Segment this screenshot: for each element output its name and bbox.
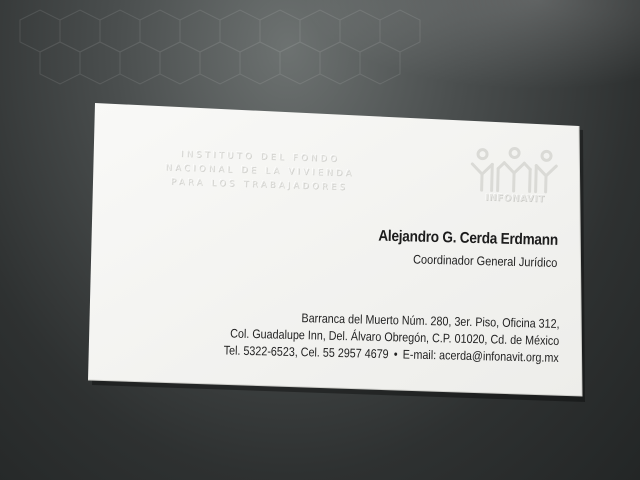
person-block xyxy=(353,227,558,270)
embossed-organization-name xyxy=(144,146,375,195)
org-line: INSTITUTO DEL FONDO xyxy=(180,149,341,165)
address-line-2: Col. Guadalupe Inn, Del. Álvaro Obregón, C.P. 01020, Cd. de México xyxy=(230,326,560,348)
person-name: Alejandro G. Cerda Erdmann xyxy=(378,227,558,249)
contact-block xyxy=(169,307,560,367)
address-line-1: Barranca del Muerto Núm. 280, 3er. Piso, Oficina 312, xyxy=(301,311,560,331)
org-line: NACIONAL DE LA VIVIENDA xyxy=(165,163,355,179)
phone-numbers: Tel. 5322-6523, Cel. 55 2957 4679 xyxy=(223,343,390,362)
email-address: E-mail: acerda@infonavit.org.mx xyxy=(402,347,560,365)
logo-wordmark: INFONAVIT xyxy=(485,193,545,205)
bullet-separator: • xyxy=(393,347,398,362)
person-title: Coordinador General Jurídico xyxy=(412,252,558,270)
org-line: PARA LOS TRABAJADORES xyxy=(170,177,349,193)
